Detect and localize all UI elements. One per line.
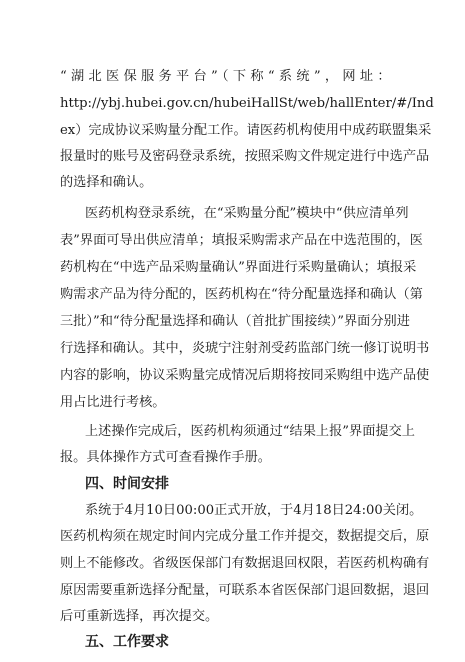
body-line: 三批）”和“待分配量选择和确认（首批扩围接续）”界面分别进: [60, 314, 410, 329]
body-line: ex）完成协议采购量分配工作。请医药机构使用中成药联盟集采: [60, 123, 432, 138]
section-heading-requirements: 五、工作要求: [85, 634, 169, 650]
body-line: 上述操作完成后，医药机构须通过“结果上报”界面提交上: [85, 424, 415, 439]
body-line: 报量时的账号及密码登录系统，按照采购文件规定进行中选产品: [60, 149, 430, 164]
body-line: “湖北医保服务平台”（下称“系统”，网址：: [60, 69, 395, 84]
section-heading-schedule: 四、时间安排: [85, 476, 169, 492]
body-line: 医药机构须在规定时间内完成分量工作并提交，数据提交后，原: [60, 529, 430, 544]
body-line: 原因需要重新选择分配量，可联系本省医保部门退回数据，退回: [60, 583, 430, 598]
body-line: 系统于4月10日00:00正式开放，于4月18日24:00关闭。: [85, 503, 423, 518]
body-line: 的选择和确认。: [60, 175, 153, 190]
body-line: 医药机构登录系统，在“采购量分配”模块中“供应清单列: [85, 206, 409, 221]
body-line: 内容的影响，协议采购量完成情况后期将按同采购组中选产品使: [60, 368, 430, 383]
body-line: 报。具体操作方式可查看操作手册。: [60, 450, 271, 465]
body-line: 后可重新选择，再次提交。: [60, 609, 219, 624]
body-line: 购需求产品为待分配的，医药机构在“待分配量选择和确认（第: [60, 287, 423, 302]
body-line: 药机构在“中选产品采购量确认”界面进行采购量确认；填报采: [60, 260, 417, 275]
body-line: 用占比进行考核。: [60, 395, 166, 410]
body-line: 表”界面可导出供应清单；填报采购需求产品在中选范围的，医: [60, 233, 423, 248]
body-line: http://ybj.hubei.gov.cn/hubeiHallSt/web/hallEnter/#/Ind: [60, 96, 434, 111]
body-line: 则上不能修改。省级医保部门有数据退回权限，若医药机构确有: [60, 556, 430, 571]
body-line: 行选择和确认。其中，炎琥宁注射剂受药监部门统一修订说明书: [60, 341, 430, 356]
